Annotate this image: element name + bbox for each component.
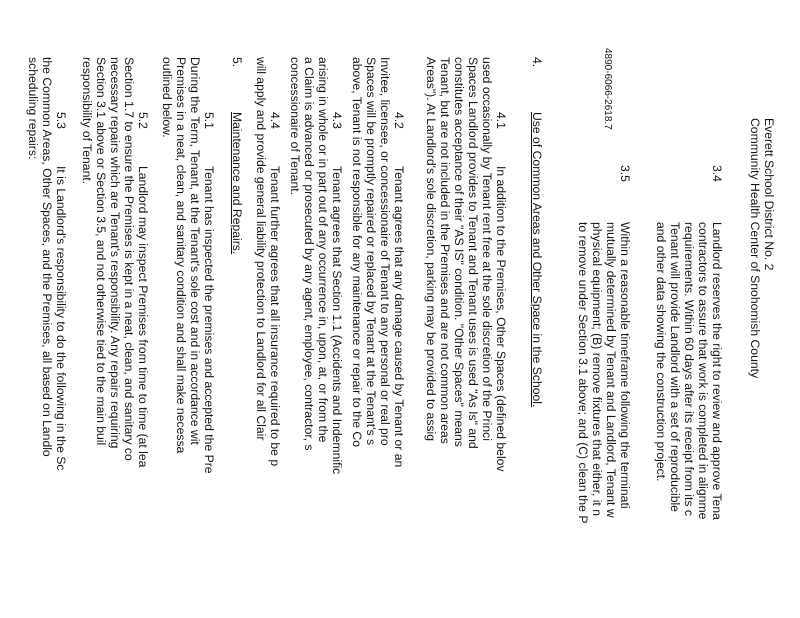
- section-5-2-line: necessary repairs which are Tenant's responsibility. Any repairs requiring: [108, 57, 122, 449]
- section-4-1-number: 4.1: [494, 112, 508, 129]
- section-5-2-line: Section 3.1 above or Section 3.5, and not otherwise tied to the main buil: [94, 57, 108, 446]
- section-4-2-line: Invitee, licensee, or concessionaire of Tenant to any personal or real pro: [378, 57, 392, 446]
- section-5-2-line: responsibility of Tenant.: [80, 57, 94, 185]
- section-4-2-line: Tenant agrees that any damage caused by Tenant or an: [392, 166, 406, 468]
- header-district: Everett School District No. 2: [762, 118, 776, 271]
- section-3-5-line: Within a reasonable timeframe following the terminati: [618, 222, 632, 509]
- section-4-1-line: Areas"). At Landlord's sole discretion, parking may be provided to assig: [424, 57, 438, 441]
- section-3-5-line: physical equipment; (B) remove fixtures that either, it n: [590, 222, 604, 516]
- section-4-1-line: Tenant, but are not included in the Premises and are not common areas: [438, 57, 452, 444]
- section-4-3-line: arising in whole or in part out of any occurrence in, upon, at, or from the: [316, 57, 330, 443]
- section-5-1-line: outlined below.: [160, 57, 174, 138]
- section-5-3-line: It is Landlord's responsibility to do the following in the Sc: [54, 166, 68, 471]
- section-3-4-line: Tenant will provide Landlord with a set of reproducible: [668, 222, 682, 512]
- section-5-2-line: Section 1.7 to ensure the Premises is kept in a neat, clean, and sanitary co: [122, 57, 136, 461]
- section-4-4-number: 4.4: [268, 112, 282, 129]
- section-3-4-line: Landlord reserves the right to review and approve Tena: [710, 222, 724, 520]
- section-4-1-line: Spaces Landlord provides to Tenant and Tenant uses is used "As Is" and: [466, 57, 480, 449]
- section-4-1-line: constitutes acceptance of their "AS IS" condition. "Other Spaces" means: [452, 57, 466, 447]
- section-4-4-line: Tenant further agrees that all insurance required to be p: [268, 166, 282, 467]
- section-4-number: 4.: [530, 57, 544, 68]
- section-3-4-line: contractors to assure that work is completed in alignme: [696, 222, 710, 520]
- section-4-3-number: 4.3: [330, 112, 344, 129]
- section-5-2-line: Landlord may inspect Premises from time to time (at lea: [136, 166, 150, 468]
- section-3-5-number: 3.5: [618, 165, 632, 182]
- section-5-heading: Maintenance and Repairs.: [230, 112, 244, 255]
- section-3-4-line: and other data showing the construction project.: [654, 222, 668, 482]
- section-3-4-number: 3.4: [710, 165, 724, 182]
- section-4-3-line: concessionaire of Tenant.: [288, 57, 302, 195]
- section-3-5-line: mutually determined by Tenant and Landlord, Tenant w: [604, 222, 618, 518]
- section-5-1-number: 5.1: [202, 112, 216, 129]
- section-4-3-line: a Claim is advanced or prosecuted by any agent, employee, contractor, s: [302, 57, 316, 451]
- section-4-2-line: above, Tenant is not responsible for any maintenance or repair to the Co: [350, 57, 364, 448]
- section-5-3-line: scheduling repairs:: [26, 57, 40, 160]
- section-5-2-number: 5.2: [136, 112, 150, 129]
- section-3-5-line: to remove under Section 3.1 above; and (C) clean the P: [576, 222, 590, 524]
- section-4-heading: Use of Common Areas and Other Space in the School.: [530, 112, 544, 408]
- section-4-4-line: will apply and provide general liability protection to Landlord for all Clair: [254, 57, 268, 441]
- section-5-1-line: During the Term, Tenant, at the Tenant's sole cost and in accordance wit: [188, 57, 202, 445]
- document-id-footer: 4890-6066-2618.7: [602, 48, 613, 130]
- section-5-3-number: 5.3: [54, 112, 68, 129]
- header-organization: Community Health Center of Snohomish County: [748, 118, 762, 379]
- section-5-1-line: Premises in a neat, clean, and sanitary condition and shall make necessa: [174, 57, 188, 454]
- section-4-1-line: In addition to the Premises, Other Spaces (defined belov: [494, 166, 508, 472]
- section-4-2-number: 4.2: [392, 112, 406, 129]
- section-5-1-line: Tenant has inspected the premises and accepted the Pre: [202, 166, 216, 474]
- section-4-3-line: Tenant agrees that Section 1.1 (Accidents and Indemnific: [330, 166, 344, 475]
- section-3-4-line: requirements. Within 60 days after its receipt from its c: [682, 222, 696, 516]
- section-4-1-line: used occasionally by Tenant rent free at the sole discretion of the Princi: [480, 57, 494, 441]
- section-4-2-line: Spaces will be promptly repaired or replaced by Tenant at the Tenant's s: [364, 57, 378, 446]
- section-5-3-line: the Common Areas, Other Spaces, and the Premises, all based on Landlo: [40, 57, 54, 457]
- section-5-number: 5.: [230, 57, 244, 68]
